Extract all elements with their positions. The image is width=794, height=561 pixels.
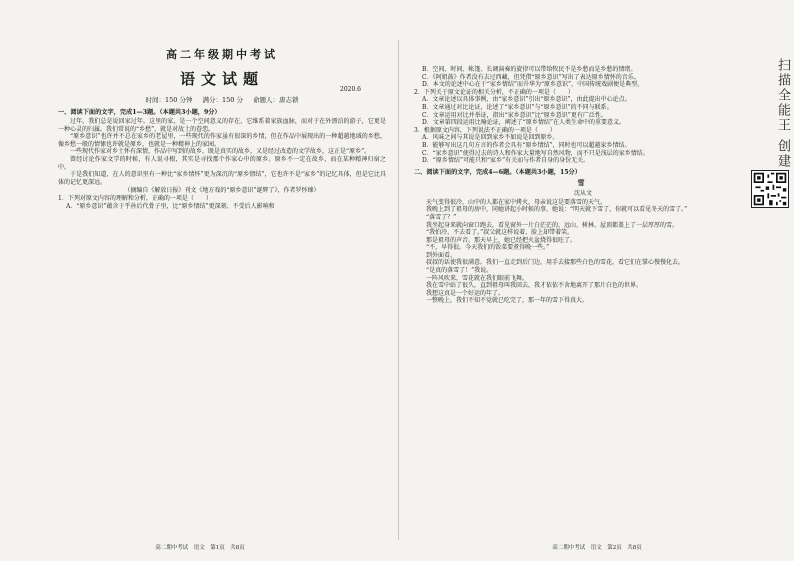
page-footer: 高二期中考试 语文 第2页 共8页 — [552, 545, 642, 551]
subject-title: 语文试题 — [179, 70, 264, 88]
qr-code-graphic — [752, 171, 788, 207]
right-page — [400, 0, 794, 561]
story-paragraph: 到外面看。 — [426, 251, 457, 259]
exam-time: 时间：150 分钟 — [145, 96, 193, 104]
paragraph: 曾经讨论作家文学的时候，有人说寻根，其实是寻找那个作家心中的原乡。原乡不一定在故乡，而在某种精神归宿之中。 — [58, 155, 386, 171]
option: A．风味之间与其说是回到家乡不如说是回到原乡。 — [422, 134, 559, 142]
story-paragraph: 叔叔的话使我很满意。我们一直走到后门边，用手去接那些白色的雪花，看它们在掌心慢慢化去。 — [426, 259, 685, 267]
story-paragraph: 天气变得很冷，山中的人都在家中烤火，母亲说这是要落雪的天气。 — [426, 198, 607, 206]
page-divider — [398, 40, 399, 540]
page-footer: 高二期中考试 语文 第1页 共8页 — [155, 545, 245, 551]
exam-meta — [58, 95, 386, 104]
section-1-heading: 一、阅读下面的文字，完成1—3题。（本题共3小题，9分） — [58, 109, 221, 116]
question-2: 2．下列关于原文论证的相关分析，不正确的一项是（ ） — [414, 88, 574, 96]
option: B．空间、时间、帐篷、长调演奏的旋律可以带给牧民不是乡愁而是乡愁的情绪。 — [422, 66, 637, 73]
exam-title: 高二年级期中考试 — [166, 48, 278, 61]
story-paragraph: 一阵风吹来，雪花就在我们眼前飞舞。 — [426, 274, 529, 282]
option: A．文章论述以具体事例，由“家乡意识”引出“原乡意识”，由此提出中心论点。 — [422, 96, 631, 104]
option: B．能够写出这几句方言的作者会具有“原乡情结”，同时也可以超越家乡情结。 — [422, 141, 631, 149]
option: D．本文的论述中心在于“家乡情结”而升华为“原乡意识”，中国传统戏剧便是典型。 — [422, 81, 644, 89]
exam-score: 满分：150 分 — [202, 96, 243, 104]
question-3: 3．根据原文内容，下列说法不正确的一项是（ ） — [414, 126, 556, 134]
source-citation: （摘编自《解放日报》刊文《地方戏的“原乡意识”诞辉了》，作者罗怀臻） — [124, 187, 320, 195]
story-paragraph: 我坐起身来就向窗口跑去，看见窗外一片白茫茫的，远山、树林、屋顶都盖上了一层厚厚的雪。 — [426, 221, 679, 229]
story-paragraph: 那是祖母的声音。那天早上，她已经把火盆烧得很旺了。 — [426, 236, 577, 244]
paragraph: 于是我们知道，在人的意识里有一种比“家乡情怀”更为深沉的“原乡情结”，它也许不是“家乡”的记忆具体，但是它比具体的记忆更深远。 — [58, 171, 386, 186]
story-paragraph: 我在雪中站了很久，直到祖母叫我回去，我才依依不舍地离开了那片白色的世界。 — [426, 282, 643, 290]
paragraph: “原乡意识”也许并不总在家乡的老屋里，一些现代的作家虽有很深的乡情，但在作品中展现出的一种超越地域的乡愁，像乡愁一般的情愫也许就是原乡，也就是一种精神上的家园。 — [58, 133, 386, 148]
story-paragraph: 一整晚上，我们不知不觉就已吃完了，那一年的雪下得真大。 — [426, 297, 589, 305]
story-paragraph: 我想这真是一个好运的年了。 — [426, 289, 505, 297]
option: B．文章通过对比论证，论述了“家乡意识”与“原乡意识”的不同与联系。 — [422, 103, 613, 111]
section-2-heading: 二、阅读下面的文字，完成4—6题。（本题共3小题，15分） — [414, 168, 581, 176]
option: D．文章第四段运用比喻论证，阐述了“原乡情结”在人类生命中的重要意义。 — [422, 119, 625, 127]
exam-date: 2020.6 — [340, 86, 361, 93]
qr-code-icon[interactable] — [751, 170, 789, 208]
paragraph: 过年，我们总是说回家过年。这里的家，是一个空间意义的存在，它维系着家族血脉，而对于在外漂泊的游子，它更是一种心灵的归属。我们常说的“乡愁”，就是对故土的眷恋。 — [58, 118, 386, 133]
paragraph: 一些现代作家对乡土怀有深情，作品中写到的故乡，既是真实的故乡，又是经过改造的文学故乡，这正是“原乡”。 — [70, 148, 371, 156]
option: C．文章运用对比并举证，指出“家乡意识”比“原乡意识”更有广泛性。 — [422, 111, 607, 119]
story-title: 雪 — [577, 177, 589, 187]
option-a: A．“原乡意识”蕴含于乎孙后代骨子里，比“原乡情结”更深刻、不受后人影响和 — [66, 202, 275, 210]
story-paragraph: “落雪了？” — [426, 213, 457, 221]
story-paragraph: “是真的落雪了！”我说。 — [426, 267, 493, 275]
option: C．“家乡意识”使得过去的诗人和作家大量地写自然风物，而不只是浅层的家乡情结。 — [422, 149, 649, 157]
story-paragraph: 我晚上到了祖母的房中，同她讲起小时候的事，她说：“明天就下雪了，你就可以看见冬天的雪了。” — [426, 206, 688, 214]
story-paragraph: “不，早得很。今天我们的饭菜要煮得晚一些。” — [426, 244, 550, 252]
story-paragraph: “我怕冷，不去看了。”叔父就这样说着，脸上却带着笑。 — [426, 229, 574, 237]
option: C．《阿姐鼓》作者没有去过西藏，但凭借“原乡意识”写出了表达原乡情怀的音乐。 — [422, 73, 640, 81]
scanner-watermark: 扫描全能王 创建 — [775, 58, 790, 170]
option: D．“原乡情结”可能只和“家乡”有关而与作者自身的身份无关。 — [422, 157, 590, 165]
story-author: 沈从文 — [573, 189, 592, 197]
exam-author: 命题人：唐志锁 — [252, 96, 299, 104]
question-1: 1．下列对原文内容的理解和分析，正确的一项是（ ） — [58, 194, 212, 202]
